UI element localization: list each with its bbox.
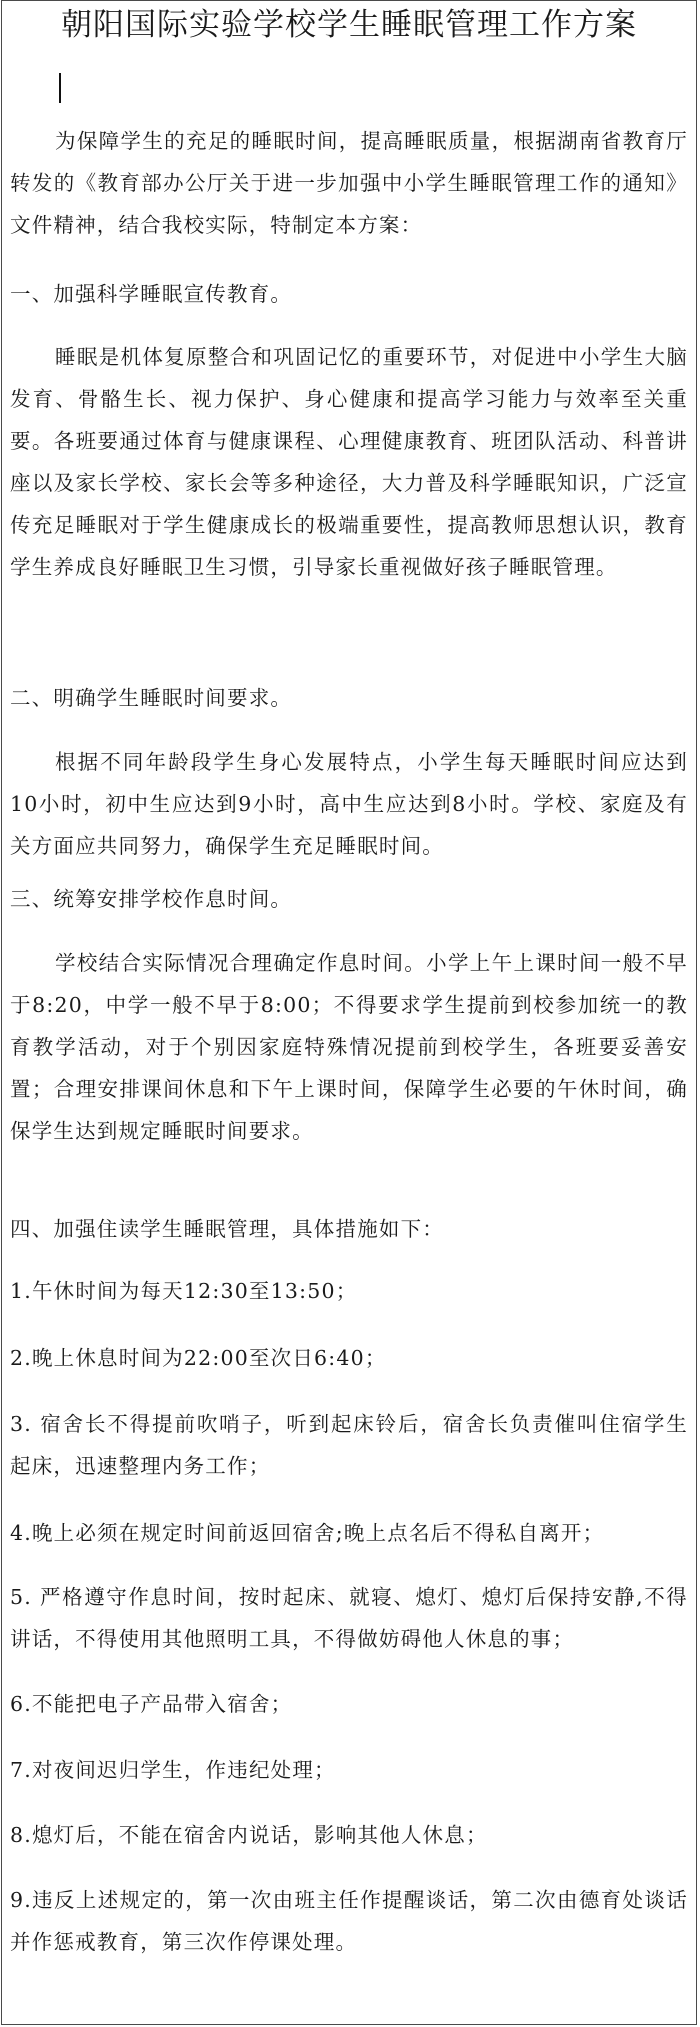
measure-item: 8.熄灯后，不能在宿舍内说话，影响其他人休息；: [10, 1823, 488, 1847]
measure-item: 4.晚上必须在规定时间前返回宿舍;晚上点名后不得私自离开；: [10, 1521, 605, 1545]
measure-item: 7.对夜间迟归学生，作违纪处理；: [10, 1758, 336, 1782]
text-cursor: [59, 73, 61, 103]
section-2-body: 根据不同年龄段学生身心发展特点，小学生每天睡眠时间应达到10小时，初中生应达到9小时，高中生应达到8小时。学校、家庭及有关方面应共同努力，确保学生充足睡眠时间。: [10, 750, 688, 858]
document-title: 朝阳国际实验学校学生睡眠管理工作方案: [61, 7, 637, 43]
section-1-body: 睡眠是机体复原整合和巩固记忆的重要环节，对促进中小学生大脑发育、骨骼生长、视力保护、身心健康和提高学习能力与效率至关重要。各班要通过体育与健康课程、心理健康教育、班团队活动、科普讲座以及家长学校、家长会等多种途径，大力普及科学睡眠知识，广泛宣传充足睡眠对于学生健康成长的极端重要性，提高教师思想认识，教育学生养成良好睡眠卫生习惯，引导家长重视做好孩子睡眠管理。: [10, 345, 688, 579]
measure-item: 5. 严格遵守作息时间，按时起床、就寝、熄灯、熄灯后保持安静,不得讲话，不得使用其他照明工具，不得做妨碍他人休息的事；: [10, 1585, 688, 1651]
measure-item: 9.违反上述规定的，第一次由班主任作提醒谈话，第二次由德育处谈话并作惩戒教育，第三次作停课处理。: [10, 1888, 688, 1954]
section-2-heading: 二、明确学生睡眠时间要求。: [10, 686, 293, 710]
section-3-heading: 三、统筹安排学校作息时间。: [10, 887, 293, 911]
measure-item: 6.不能把电子产品带入宿舍；: [10, 1692, 293, 1716]
measure-item: 1.午休时间为每天12:30至13:50；: [10, 1279, 358, 1303]
section-1-heading: 一、加强科学睡眠宣传教育。: [10, 282, 293, 306]
measure-item: 2.晚上休息时间为22:00至次日6:40；: [10, 1346, 387, 1370]
measure-item: 3. 宿舍长不得提前吹哨子，听到起床铃后，宿舍长负责催叫住宿学生起床，迅速整理内务工作；: [10, 1412, 688, 1478]
section-4-heading: 四、加强住读学生睡眠管理，具体措施如下：: [10, 1217, 444, 1241]
intro-paragraph: 为保障学生的充足的睡眠时间，提高睡眠质量，根据湖南省教育厅转发的《教育部办公厅关于进一步加强中小学生睡眠管理工作的通知》文件精神，结合我校实际，特制定本方案：: [10, 129, 688, 237]
document-page: [1, 0, 697, 2025]
section-3-body: 学校结合实际情况合理确定作息时间。小学上午上课时间一般不早于8:20，中学一般不早于8:00；不得要求学生提前到校参加统一的教育教学活动，对于个别因家庭特殊情况提前到校学生，各班要妥善安置；合理安排课间休息和下午上课时间，保障学生必要的午休时间，确保学生达到规定睡眠时间要求。: [10, 951, 688, 1143]
